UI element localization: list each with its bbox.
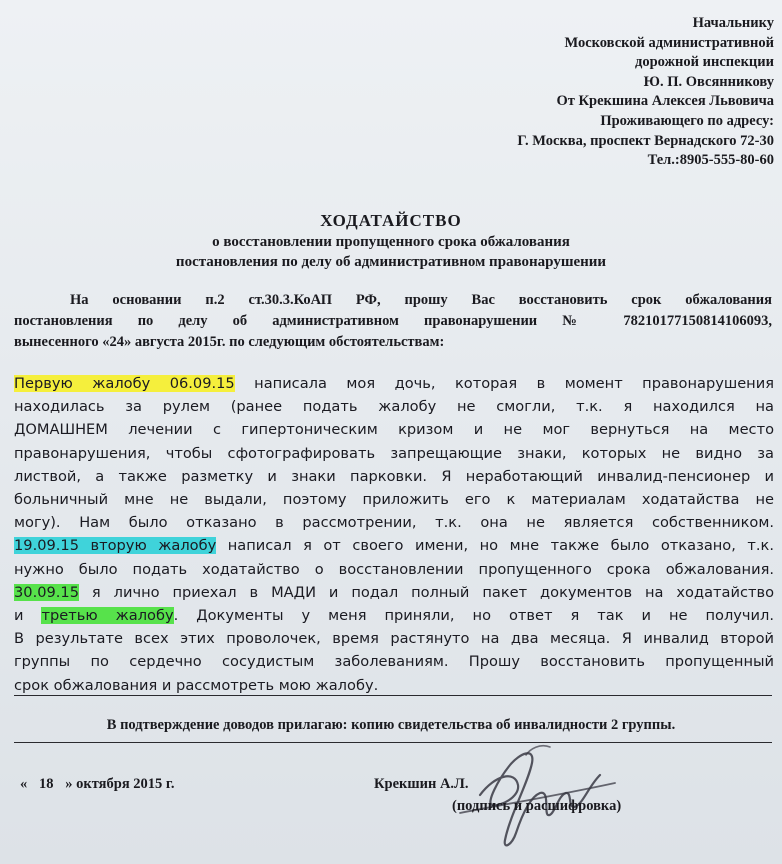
address-line: Г. Москва, проспект Вернадского 72-30 bbox=[517, 132, 774, 149]
signature-caption: (подпись и расшифровка) bbox=[452, 798, 622, 814]
title-main: ХОДАТАЙСТВО bbox=[320, 211, 462, 230]
body-text bbox=[14, 372, 774, 697]
body-line-text: . Документы у меня приняли, но ответ я так и не получил. bbox=[173, 607, 774, 625]
sender-line: От Крекшина Алексея Львовича bbox=[556, 93, 774, 110]
addressee-line: Московской административной bbox=[564, 34, 774, 51]
body-line: листвой, а также разметку и знаки парковки. Я неработающий инвалид-пенсионер и bbox=[14, 467, 774, 485]
body-line: больничный мне не выдали, поэтому приложить его к материалам ходатайства не bbox=[14, 491, 774, 509]
body-line: правонарушения, чтобы сфотографировать запрещающие знаки, которых не видно за bbox=[14, 444, 774, 462]
divider-line bbox=[14, 695, 772, 696]
highlight-first-complaint: Первую жалобу 06.09.15 bbox=[14, 375, 235, 392]
body-line: находилась за рулем (ранее подать жалобу не смогли, т.к. я находился на bbox=[14, 398, 774, 416]
title-subline: о восстановлении пропущенного срока обжалования bbox=[212, 234, 570, 250]
body-line-text: написал я от своего имени, но мне также было отказано, т.к. bbox=[216, 537, 774, 555]
highlight-third-complaint: третью жалобу bbox=[41, 607, 174, 625]
address-label: Проживающего по адресу: bbox=[600, 112, 774, 129]
body-line bbox=[14, 581, 774, 604]
title-subline: постановления по делу об административном правонарушении bbox=[175, 254, 607, 270]
document-title bbox=[0, 210, 782, 272]
body-line: могу). Нам было отказано в рассмотрении, т.к. она не является собственником. bbox=[14, 514, 774, 532]
signer-name: Крекшин А.Л. bbox=[374, 776, 469, 792]
intro-paragraph bbox=[14, 290, 772, 353]
body-line bbox=[14, 534, 774, 557]
intro-line: вынесенного «24» августа 2015г. по следующим обстоятельствам: bbox=[14, 334, 445, 350]
date-quote: « bbox=[20, 776, 28, 792]
body-line-text: я лично приехал в МАДИ и подал полный пакет документов на ходатайство bbox=[79, 583, 774, 601]
body-line bbox=[14, 372, 774, 395]
phone-line: Тел.:8905-555-80-60 bbox=[647, 152, 774, 169]
body-line: ДОМАШНЕМ лечении с гипертоническим кризом и не мог вернуться на место bbox=[14, 421, 774, 439]
highlight-second-complaint: 19.09.15 вторую жалобу bbox=[14, 537, 217, 555]
body-line: В результате всех этих проволочек, время растянуто на два месяца. Я инвалид второй bbox=[14, 630, 774, 648]
addressee-line: Начальнику bbox=[692, 15, 774, 31]
date-month-year: » октября 2015 г. bbox=[65, 776, 175, 792]
highlight-third-date: 30.09.15 bbox=[14, 583, 79, 601]
enclosure-note: В подтверждение доводов прилагаю: копию свидетельства об инвалидности 2 группы. bbox=[106, 717, 676, 733]
handwritten-signature bbox=[440, 735, 640, 855]
body-line: группы по сердечно сосудистым заболеваниям. Прошу восстановить пропущенный bbox=[14, 653, 774, 671]
intro-line: постановления по делу об административном правонарушении № 78210177150814106093, bbox=[14, 313, 772, 329]
body-line-text: и bbox=[14, 607, 42, 625]
body-line-text: написала моя дочь, которая в момент правонарушения bbox=[234, 375, 774, 392]
body-line: срок обжалования и рассмотреть мою жалобу. bbox=[14, 676, 379, 694]
signature-date bbox=[20, 776, 175, 793]
body-line bbox=[14, 604, 774, 627]
addressee-block bbox=[254, 14, 774, 171]
addressee-line: дорожной инспекции bbox=[635, 54, 774, 71]
intro-line: На основании п.2 ст.30.3.КоАП РФ, прошу Вас восстановить срок обжалования bbox=[70, 292, 772, 308]
date-day: 18 bbox=[39, 776, 54, 792]
divider-line bbox=[14, 742, 772, 743]
addressee-line: Ю. П. Овсянникову bbox=[643, 73, 774, 90]
body-line: нужно было подать ходатайство о восстановлении пропущенного срока обжалования. bbox=[14, 560, 774, 578]
